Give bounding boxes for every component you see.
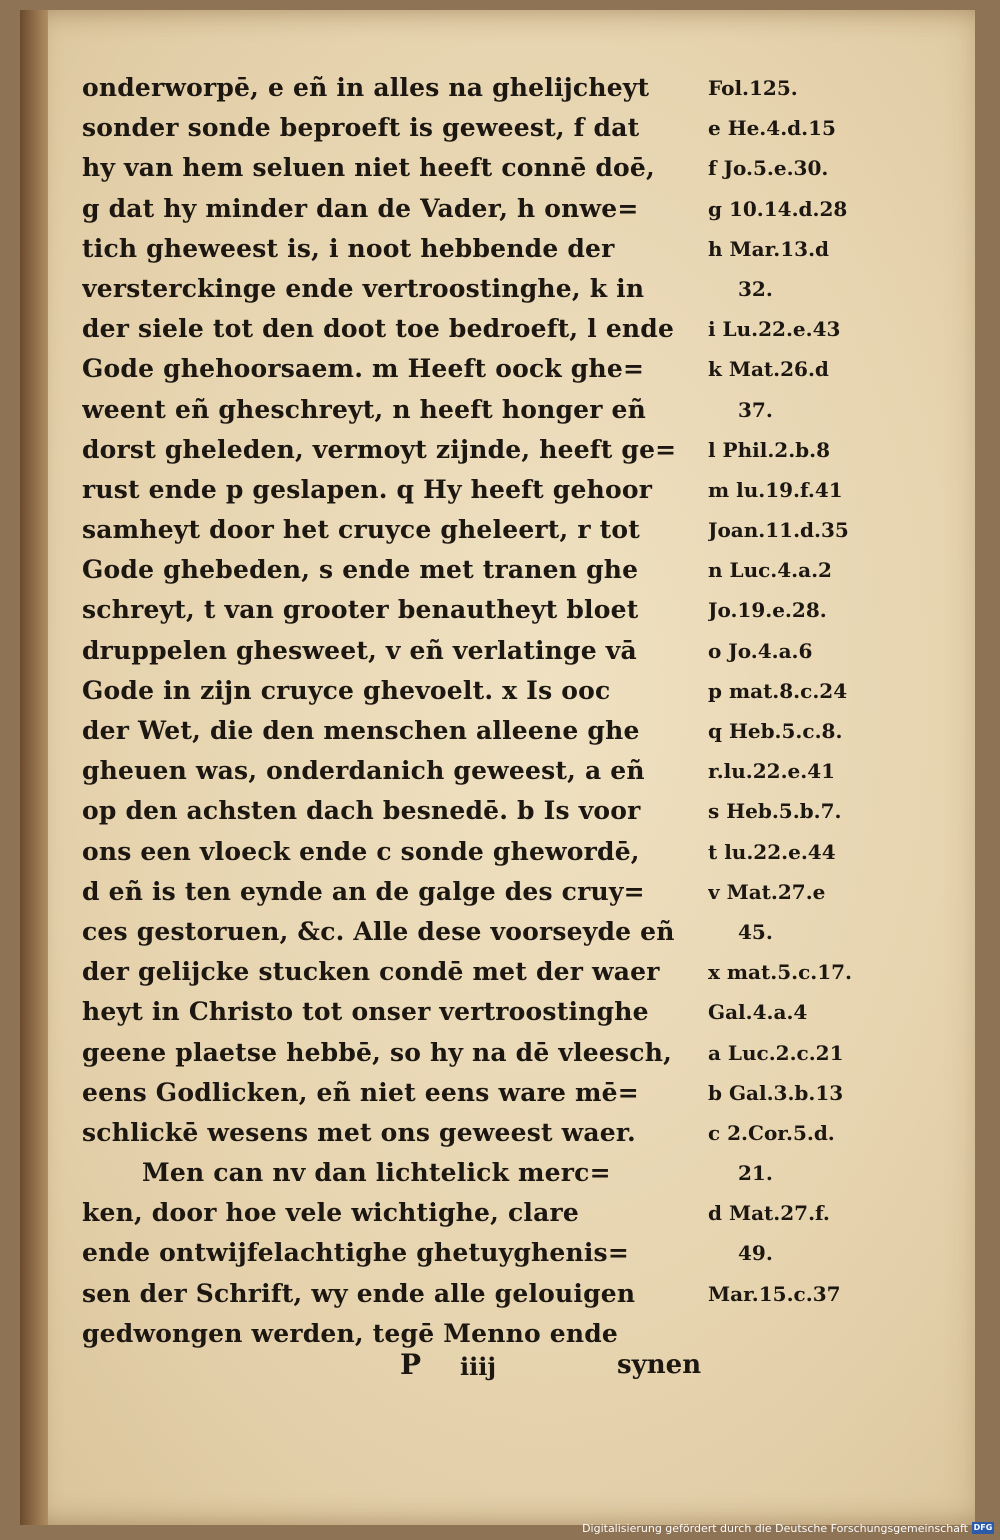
- text-line: rust ende p geslapen. q Hy heeft gehoor: [82, 474, 653, 504]
- main-text-column: [82, 68, 722, 1354]
- text-line: tich gheweest is, i noot hebbende der: [82, 233, 615, 263]
- margin-note: 49.: [738, 1241, 773, 1266]
- margin-note: q Heb.5.c.8.: [708, 719, 843, 743]
- margin-note: 21.: [738, 1161, 773, 1186]
- folio-number: Fol.125.: [708, 76, 798, 100]
- text-line: Gode ghebeden, s ende met tranen ghe: [82, 555, 639, 585]
- text-line: versterckinge ende vertroostinghe, k in: [82, 273, 645, 303]
- text-line: ken, door hoe vele wichtighe, clare: [82, 1198, 579, 1228]
- text-line: ces gestoruen, &c. Alle dese voorseyde eñ: [82, 916, 675, 946]
- text-line: schlickē wesens met ons geweest waer.: [82, 1117, 636, 1147]
- margin-note: o Jo.4.a.6: [708, 638, 813, 663]
- text-line: gheuen was, onderdanich geweest, a eñ: [82, 756, 645, 786]
- margin-note: b Gal.3.b.13: [708, 1080, 844, 1105]
- margin-note: g 10.14.d.28: [708, 196, 848, 221]
- marginal-references: [708, 68, 898, 1314]
- margin-note: i Lu.22.e.43: [708, 317, 841, 342]
- margin-note: f Jo.5.e.30.: [708, 156, 829, 181]
- text-line: Gode in zijn cruyce ghevoelt. x Is ooc: [82, 675, 611, 705]
- text-line: der siele tot den doot toe bedroeft, l ende: [82, 314, 675, 344]
- margin-note: r.lu.22.e.41: [708, 759, 836, 784]
- text-line: druppelen ghesweet, v eñ verlatinge vā: [82, 635, 637, 665]
- text-line: weent eñ gheschreyt, n heeft honger eñ: [82, 394, 646, 424]
- margin-note: Gal.4.a.4: [708, 1000, 808, 1025]
- book-spine: [20, 10, 48, 1525]
- margin-note: x mat.5.c.17.: [708, 960, 853, 985]
- text-line: sen der Schrift, wy ende alle gelouigen: [82, 1278, 636, 1308]
- text-line: hy van hem seluen niet heeft connē doē,: [82, 153, 655, 183]
- text-line: d eñ is ten eynde an de galge des cruy=: [82, 876, 645, 906]
- text-line: der Wet, die den menschen alleene ghe: [82, 716, 640, 745]
- text-line: sonder sonde beproeft is geweest, f dat: [82, 113, 640, 143]
- text-line: Gode ghehoorsaem. m Heeft oock ghe=: [82, 354, 645, 384]
- margin-note: 32.: [738, 276, 773, 301]
- margin-note: 37.: [738, 397, 773, 422]
- text-line: ons een vloeck ende c sonde ghewordē,: [82, 836, 640, 866]
- text-line: schreyt, t van grooter benautheyt bloet: [82, 595, 639, 625]
- margin-note: v Mat.27.e: [708, 879, 826, 904]
- margin-note: Joan.11.d.35: [708, 518, 849, 543]
- text-line: ende ontwijfelachtighe ghetuyghenis=: [82, 1238, 629, 1268]
- margin-note: m lu.19.f.41: [708, 477, 843, 502]
- signature-number: iiij: [460, 1352, 497, 1381]
- margin-note: k Mat.26.d: [708, 357, 829, 382]
- catchword: synen: [617, 1350, 702, 1380]
- text-line: eens Godlicken, eñ niet eens ware mē=: [82, 1077, 639, 1107]
- digitization-footer: [582, 1520, 994, 1536]
- text-line: op den achsten dach besnedē. b Is voor: [82, 796, 641, 826]
- text-line: gedwongen werden, tegē Menno ende: [82, 1318, 618, 1348]
- dfg-logo-icon: DFG: [973, 1523, 993, 1532]
- margin-note: s Heb.5.b.7.: [708, 799, 842, 824]
- text-line: geene plaetse hebbē, so hy na dē vleesch,: [82, 1037, 672, 1067]
- text-line: onderworpē, e eñ in alles na ghelijcheyt: [82, 73, 650, 102]
- margin-note: n Luc.4.a.2: [708, 558, 832, 583]
- text-line: dorst gheleden, vermoyt zijnde, heeft ge=: [82, 434, 677, 464]
- margin-note: Mar.15.c.37: [708, 1281, 841, 1306]
- text-line: der gelijcke stucken condē met der waer: [82, 957, 660, 987]
- margin-note: t lu.22.e.44: [708, 839, 836, 864]
- margin-note: h Mar.13.d: [708, 236, 830, 261]
- margin-note: d Mat.27.f.: [708, 1201, 830, 1226]
- margin-note: l Phil.2.b.8: [708, 437, 831, 462]
- book-page: [20, 10, 975, 1525]
- margin-note: p mat.8.c.24: [708, 678, 848, 703]
- margin-note: c 2.Cor.5.d.: [708, 1120, 835, 1145]
- footer-text: Digitalisierung gefördert durch die Deutsche Forschungsgemeinschaft: [582, 1521, 968, 1535]
- margin-note: 45.: [738, 919, 773, 944]
- text-line: g dat hy minder dan de Vader, h onwe=: [82, 193, 639, 223]
- signature-row: [82, 1348, 702, 1392]
- text-line: heyt in Christo tot onser vertroostinghe: [82, 997, 649, 1027]
- text-line: samheyt door het cruyce gheleert, r tot: [82, 515, 640, 545]
- paragraph-start-line: Men can nv dan lichtelick merc=: [142, 1158, 611, 1188]
- margin-note: Jo.19.e.28.: [708, 598, 827, 623]
- signature-mark: P: [400, 1348, 422, 1381]
- margin-note: e He.4.d.15: [708, 116, 836, 141]
- margin-note: a Luc.2.c.21: [708, 1040, 844, 1065]
